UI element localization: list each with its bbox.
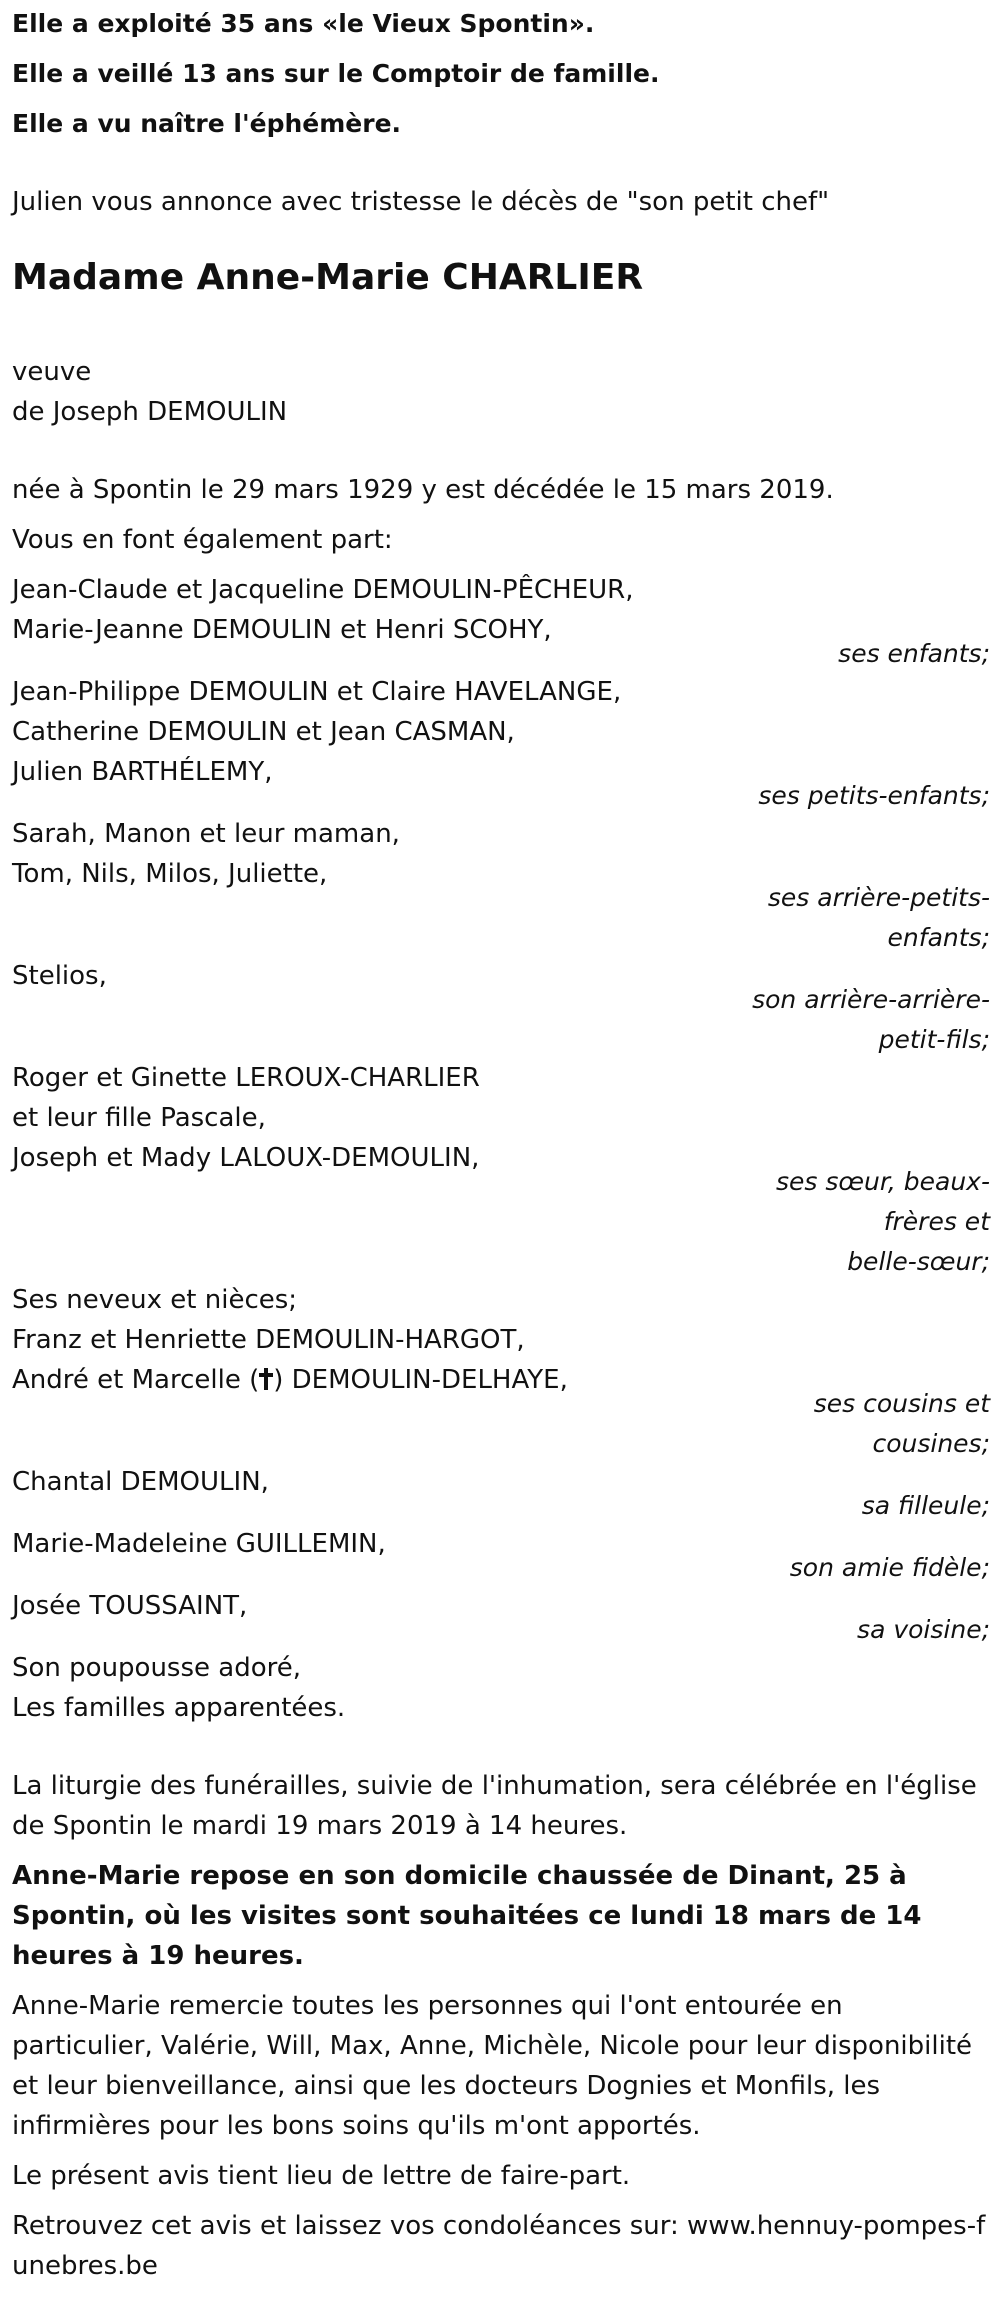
condolences-line: Retrouvez cet avis et laissez vos condoléances sur: www.hennuy-pompes-funebres.be [12,2211,986,2281]
liturgy-paragraph: La liturgie des funérailles, suivie de l'inhumation, sera célébrée en l'église de Spontin le mardi 19 mars 2019 à 14 heures. [12,1771,977,1841]
family-name: Ses neveux et nièces; [12,1285,298,1315]
birth-death: née à Spontin le 29 mars 1929 y est décédée le 15 mars 2019. [12,475,834,505]
visit-paragraph: Anne-Marie repose en son domicile chaussée de Dinant, 25 à Spontin, où les visites sont souhaitées ce lundi 18 mars de 14 heures à 19 heures. [12,1861,922,1971]
relation-label: petit-fils; [878,1025,990,1054]
thanks-paragraph: Anne-Marie remercie toutes les personnes qui l'ont entourée en particulier, Valérie, Will, Max, Anne, Michèle, Nicole pour leur disponibilité et leur bienveillance, ainsi que les docteurs Dognies et Monfils, les infirmières pour les bons soins qu'ils m'ont apportés. [12,1991,973,2141]
relation-label: sa filleule; [861,1491,990,1520]
closing-name: Les familles apparentées. [12,1693,346,1723]
relation-label: cousines; [872,1429,990,1458]
family-name: Marie-Madeleine GUILLEMIN, [12,1529,386,1559]
notice-line: Le présent avis tient lieu de lettre de faire-part. [12,2161,631,2191]
relation-label: belle-sœur; [847,1247,990,1276]
announcement: Julien vous annonce avec tristesse le décès de "son petit chef" [12,187,830,217]
family-name-with-cross [12,1360,568,1400]
relation-label: enfants; [887,923,990,952]
intro-line-1: Elle a exploité 35 ans «le Vieux Spontin». [12,9,595,38]
relation-label: son amie fidèle; [789,1553,990,1582]
relation-label: ses cousins et [813,1389,990,1418]
also-announce: Vous en font également part: [12,525,393,555]
family-name: Chantal DEMOULIN, [12,1467,269,1497]
relation-label: ses petits-enfants; [758,781,990,810]
relation-label: sa voisine; [857,1615,990,1644]
latin-cross-icon [259,1368,273,1390]
relation-label: ses arrière-petits- [767,883,990,912]
spouse: de Joseph DEMOULIN [12,397,288,427]
family-name: Sarah, Manon et leur maman, [12,819,400,849]
cousin-line-after: ) DEMOULIN-DELHAYE, [273,1365,568,1395]
family-name: Josée TOUSSAINT, [12,1591,248,1621]
relation-label: ses sœur, beaux- [775,1167,990,1196]
cousin-line-before: André et Marcelle ( [12,1365,260,1395]
family-name: Jean-Claude et Jacqueline DEMOULIN-PÊCHEUR, [12,575,634,605]
family-name: Julien BARTHÉLEMY, [12,757,273,787]
relation-label: son arrière-arrière- [752,985,990,1014]
family-name: Franz et Henriette DEMOULIN-HARGOT, [12,1325,525,1355]
intro-line-3: Elle a vu naître l'éphémère. [12,109,402,138]
relation-label: ses enfants; [838,639,990,668]
family-name: Marie-Jeanne DEMOULIN et Henri SCOHY, [12,615,552,645]
family-name: et leur fille Pascale, [12,1103,266,1133]
family-name: Joseph et Mady LALOUX-DEMOULIN, [12,1143,480,1173]
relation-label: frères et [883,1207,990,1236]
family-name: Roger et Ginette LEROUX-CHARLIER [12,1063,480,1093]
family-name: Catherine DEMOULIN et Jean CASMAN, [12,717,515,747]
family-name: Tom, Nils, Milos, Juliette, [12,859,328,889]
intro-line-2: Elle a veillé 13 ans sur le Comptoir de famille. [12,59,660,88]
closing-name: Son poupousse adoré, [12,1653,302,1683]
family-name: Stelios, [12,961,107,991]
family-name: Jean-Philippe DEMOULIN et Claire HAVELANGE, [12,677,622,707]
deceased-name: Madame Anne-Marie CHARLIER [12,257,644,298]
widow-label: veuve [12,357,92,387]
